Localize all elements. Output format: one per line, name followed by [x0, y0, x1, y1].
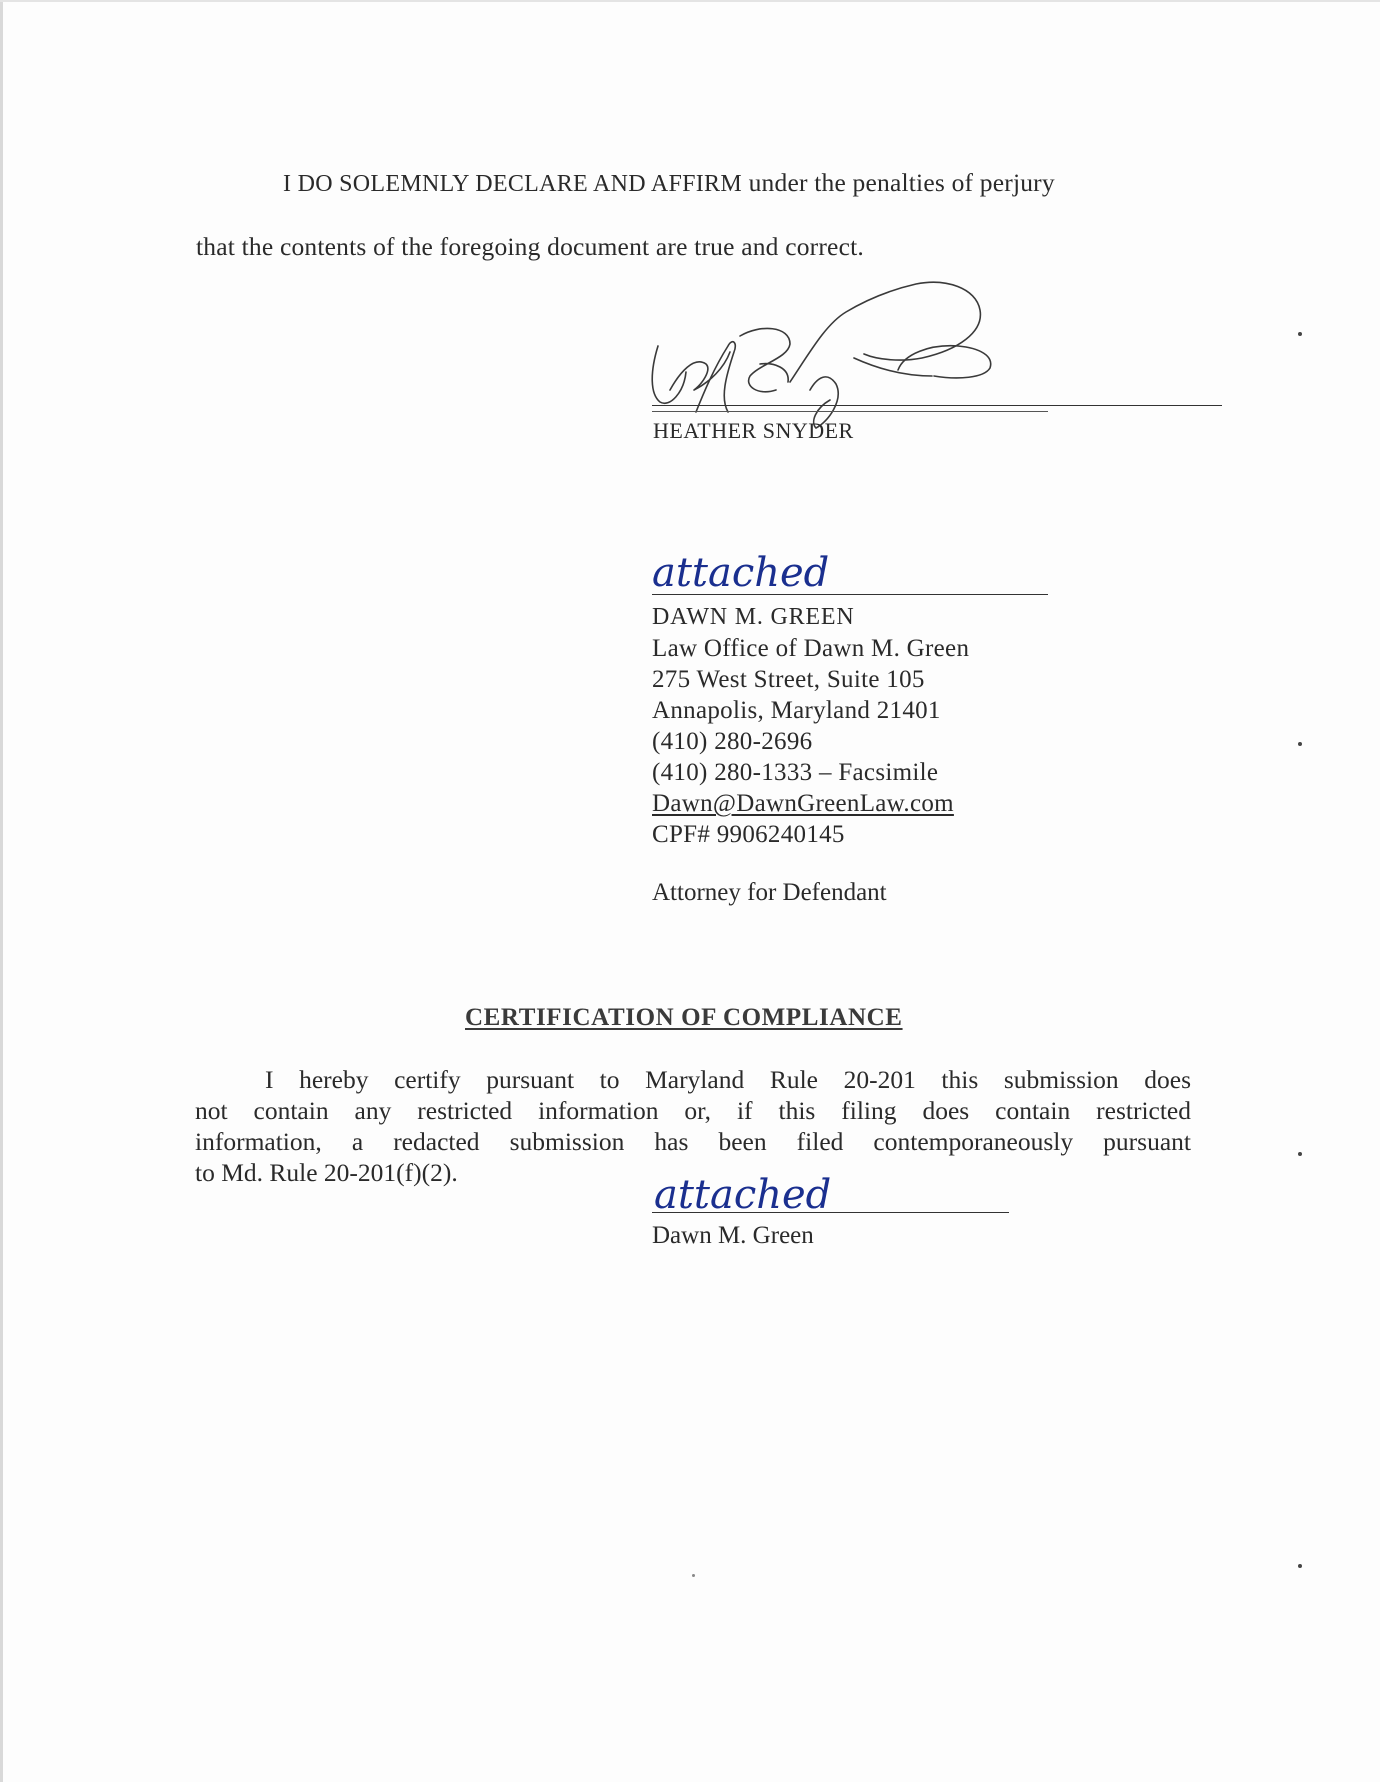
signer-name-snyder: HEATHER SNYDER — [653, 418, 854, 443]
handwritten-attached-note-2 — [650, 1162, 910, 1222]
attached-note-1-text: attached — [652, 550, 830, 596]
attorney-fax: (410) 280-1333 – Facsimile — [652, 759, 939, 786]
attorney-name: DAWN M. GREEN — [652, 604, 855, 630]
signature-line-attorney — [652, 594, 1048, 595]
certification-line-2: not contain any restricted information or, if this filing does contain restricted — [195, 1096, 1191, 1125]
attorney-firm: Law Office of Dawn M. Green — [652, 635, 970, 662]
declaration-line-1 — [283, 168, 1055, 198]
attorney-cpf: CPF# 9906240145 — [652, 821, 845, 848]
attorney-phone: (410) 280-2696 — [652, 728, 813, 755]
certification-line-4: to Md. Rule 20-201(f)(2). — [195, 1158, 458, 1187]
attorney-address-line1: 275 West Street, Suite 105 — [652, 666, 925, 693]
signature-line-snyder — [652, 405, 1222, 406]
certification-title: CERTIFICATION OF COMPLIANCE — [465, 1004, 903, 1031]
attorney-contact-block — [652, 602, 969, 850]
handwritten-attached-note-1 — [650, 538, 890, 598]
certification-line-3: information, a redacted submission has been filed contemporaneously pursuant — [195, 1127, 1191, 1156]
attorney-address-line2: Annapolis, Maryland 21401 — [652, 697, 941, 724]
attached-note-2-text: attached — [654, 1172, 832, 1218]
attorney-role: Attorney for Defendant — [652, 879, 887, 906]
signature-underline-snyder — [652, 411, 1048, 412]
scan-speck — [692, 1574, 695, 1577]
scan-edge-left — [0, 0, 3, 1782]
scan-speck — [1298, 1564, 1302, 1568]
attorney-email-link[interactable]: Dawn@DawnGreenLaw.com — [652, 790, 954, 817]
scan-speck — [1298, 1152, 1302, 1156]
scan-speck — [1298, 742, 1302, 746]
declaration-line-1-rest: under the penalties of perjury — [748, 168, 1055, 197]
signature-line-certification — [652, 1212, 1009, 1213]
scan-speck — [1298, 332, 1302, 336]
declaration-lead: I DO SOLEMNLY DECLARE AND AFFIRM — [283, 171, 743, 197]
certification-line-1: I hereby certify pursuant to Maryland Rule 20-201 this submission does — [265, 1065, 1191, 1094]
scan-edge-top — [0, 0, 1380, 2]
declaration-line-2: that the contents of the foregoing document are true and correct. — [196, 232, 864, 261]
certification-signer-name: Dawn M. Green — [652, 1222, 814, 1249]
